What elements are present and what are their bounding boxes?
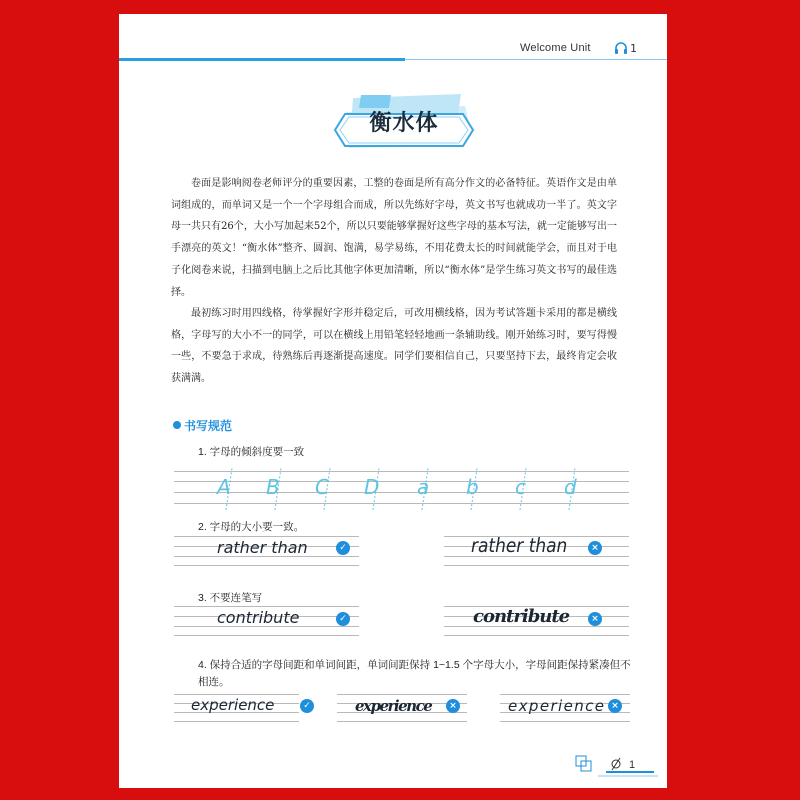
section-title-text: 书写规范 — [184, 419, 233, 433]
rule-3-label: 3. 不要连笔写 — [198, 592, 263, 604]
header-rule-thin — [405, 59, 667, 60]
sample-bad-rather-than: rather than — [471, 534, 568, 558]
rule-4-label: 4. 保持合适的字母间距和单词间距，单词间距保持 1~1.5 个字母大小，字母间距保持紧凑但不相连。 — [198, 659, 631, 688]
letter-c: c — [515, 475, 526, 499]
footer-page-number: 1 — [629, 759, 636, 771]
page-title: 衡水体 — [369, 110, 439, 136]
letter-C: C — [315, 475, 329, 499]
letter-B: B — [266, 475, 280, 499]
rule-1-label: 1. 字母的倾斜度要一致 — [198, 446, 305, 458]
letter-d: d — [564, 475, 577, 499]
title-badge — [331, 92, 477, 154]
header-page-number: 1 — [630, 42, 637, 55]
letter-D: D — [364, 475, 380, 499]
cross-icon: × — [608, 699, 622, 713]
rule-2-label: 2. 字母的大小要一致。 — [198, 521, 305, 533]
cross-icon: × — [446, 699, 460, 713]
letter-A: A — [217, 475, 231, 499]
letter-b: b — [466, 475, 479, 499]
bullet-dot-icon — [173, 421, 181, 429]
intro-paragraph-1: 卷面是影响阅卷老师评分的重要因素，工整的卷面是所有高分作文的必备特征。英语作文是由单词组成的，而单词又是一个一个字母组合而成，所以先练好字母，英文书写也就成功一半了。英文字母一共只有26个，大小写加起来52个，所以只要能够掌握好这些字母的基本写法，就一定能够写出一手漂亮的英文！“衡水体”整齐、圆润、饱满，易学易练，不用花费太长的时间就能学会，而且对于电子化阅卷来说，扫描到电脑上之后比其他字体更加清晰，所以“衡水体”是学生练习英文书写的最佳选择。 — [171, 178, 617, 298]
intro-paragraph-2: 最初练习时用四线格，待掌握好字形并稳定后，可改用横线格，因为考试答题卡采用的都是横线格，字母写的大小不一的同学，可以在横线上用铅笔轻轻地画一条辅助线。刚开始练习时，要写得慢一些，不要急于求成，待熟练后再逐渐提高速度。同学们要相信自己，只要坚持下去，最终肯定会收获满满。 — [171, 308, 617, 385]
header-rule — [119, 58, 405, 61]
sample-spacing-tight: experience — [355, 697, 432, 715]
letter-a: a — [417, 475, 430, 499]
footer-decoration-icon — [574, 750, 664, 780]
headphones-icon — [613, 40, 629, 56]
slant-guides — [174, 466, 629, 512]
sample-good-rather-than: rather than — [217, 538, 308, 557]
sample-spacing-loose: experience — [508, 697, 606, 715]
document-page — [119, 14, 667, 788]
sample-good-contribute: contribute — [217, 608, 300, 627]
cross-icon: × — [588, 612, 602, 626]
sample-spacing-good: experience — [191, 696, 275, 714]
cross-icon: × — [588, 541, 602, 555]
check-icon: ✓ — [336, 541, 350, 555]
check-icon: ✓ — [300, 699, 314, 713]
section-title — [173, 417, 232, 434]
sample-bad-contribute: contribute — [473, 606, 570, 627]
unit-label: Welcome Unit — [520, 42, 591, 54]
check-icon: ✓ — [336, 612, 350, 626]
